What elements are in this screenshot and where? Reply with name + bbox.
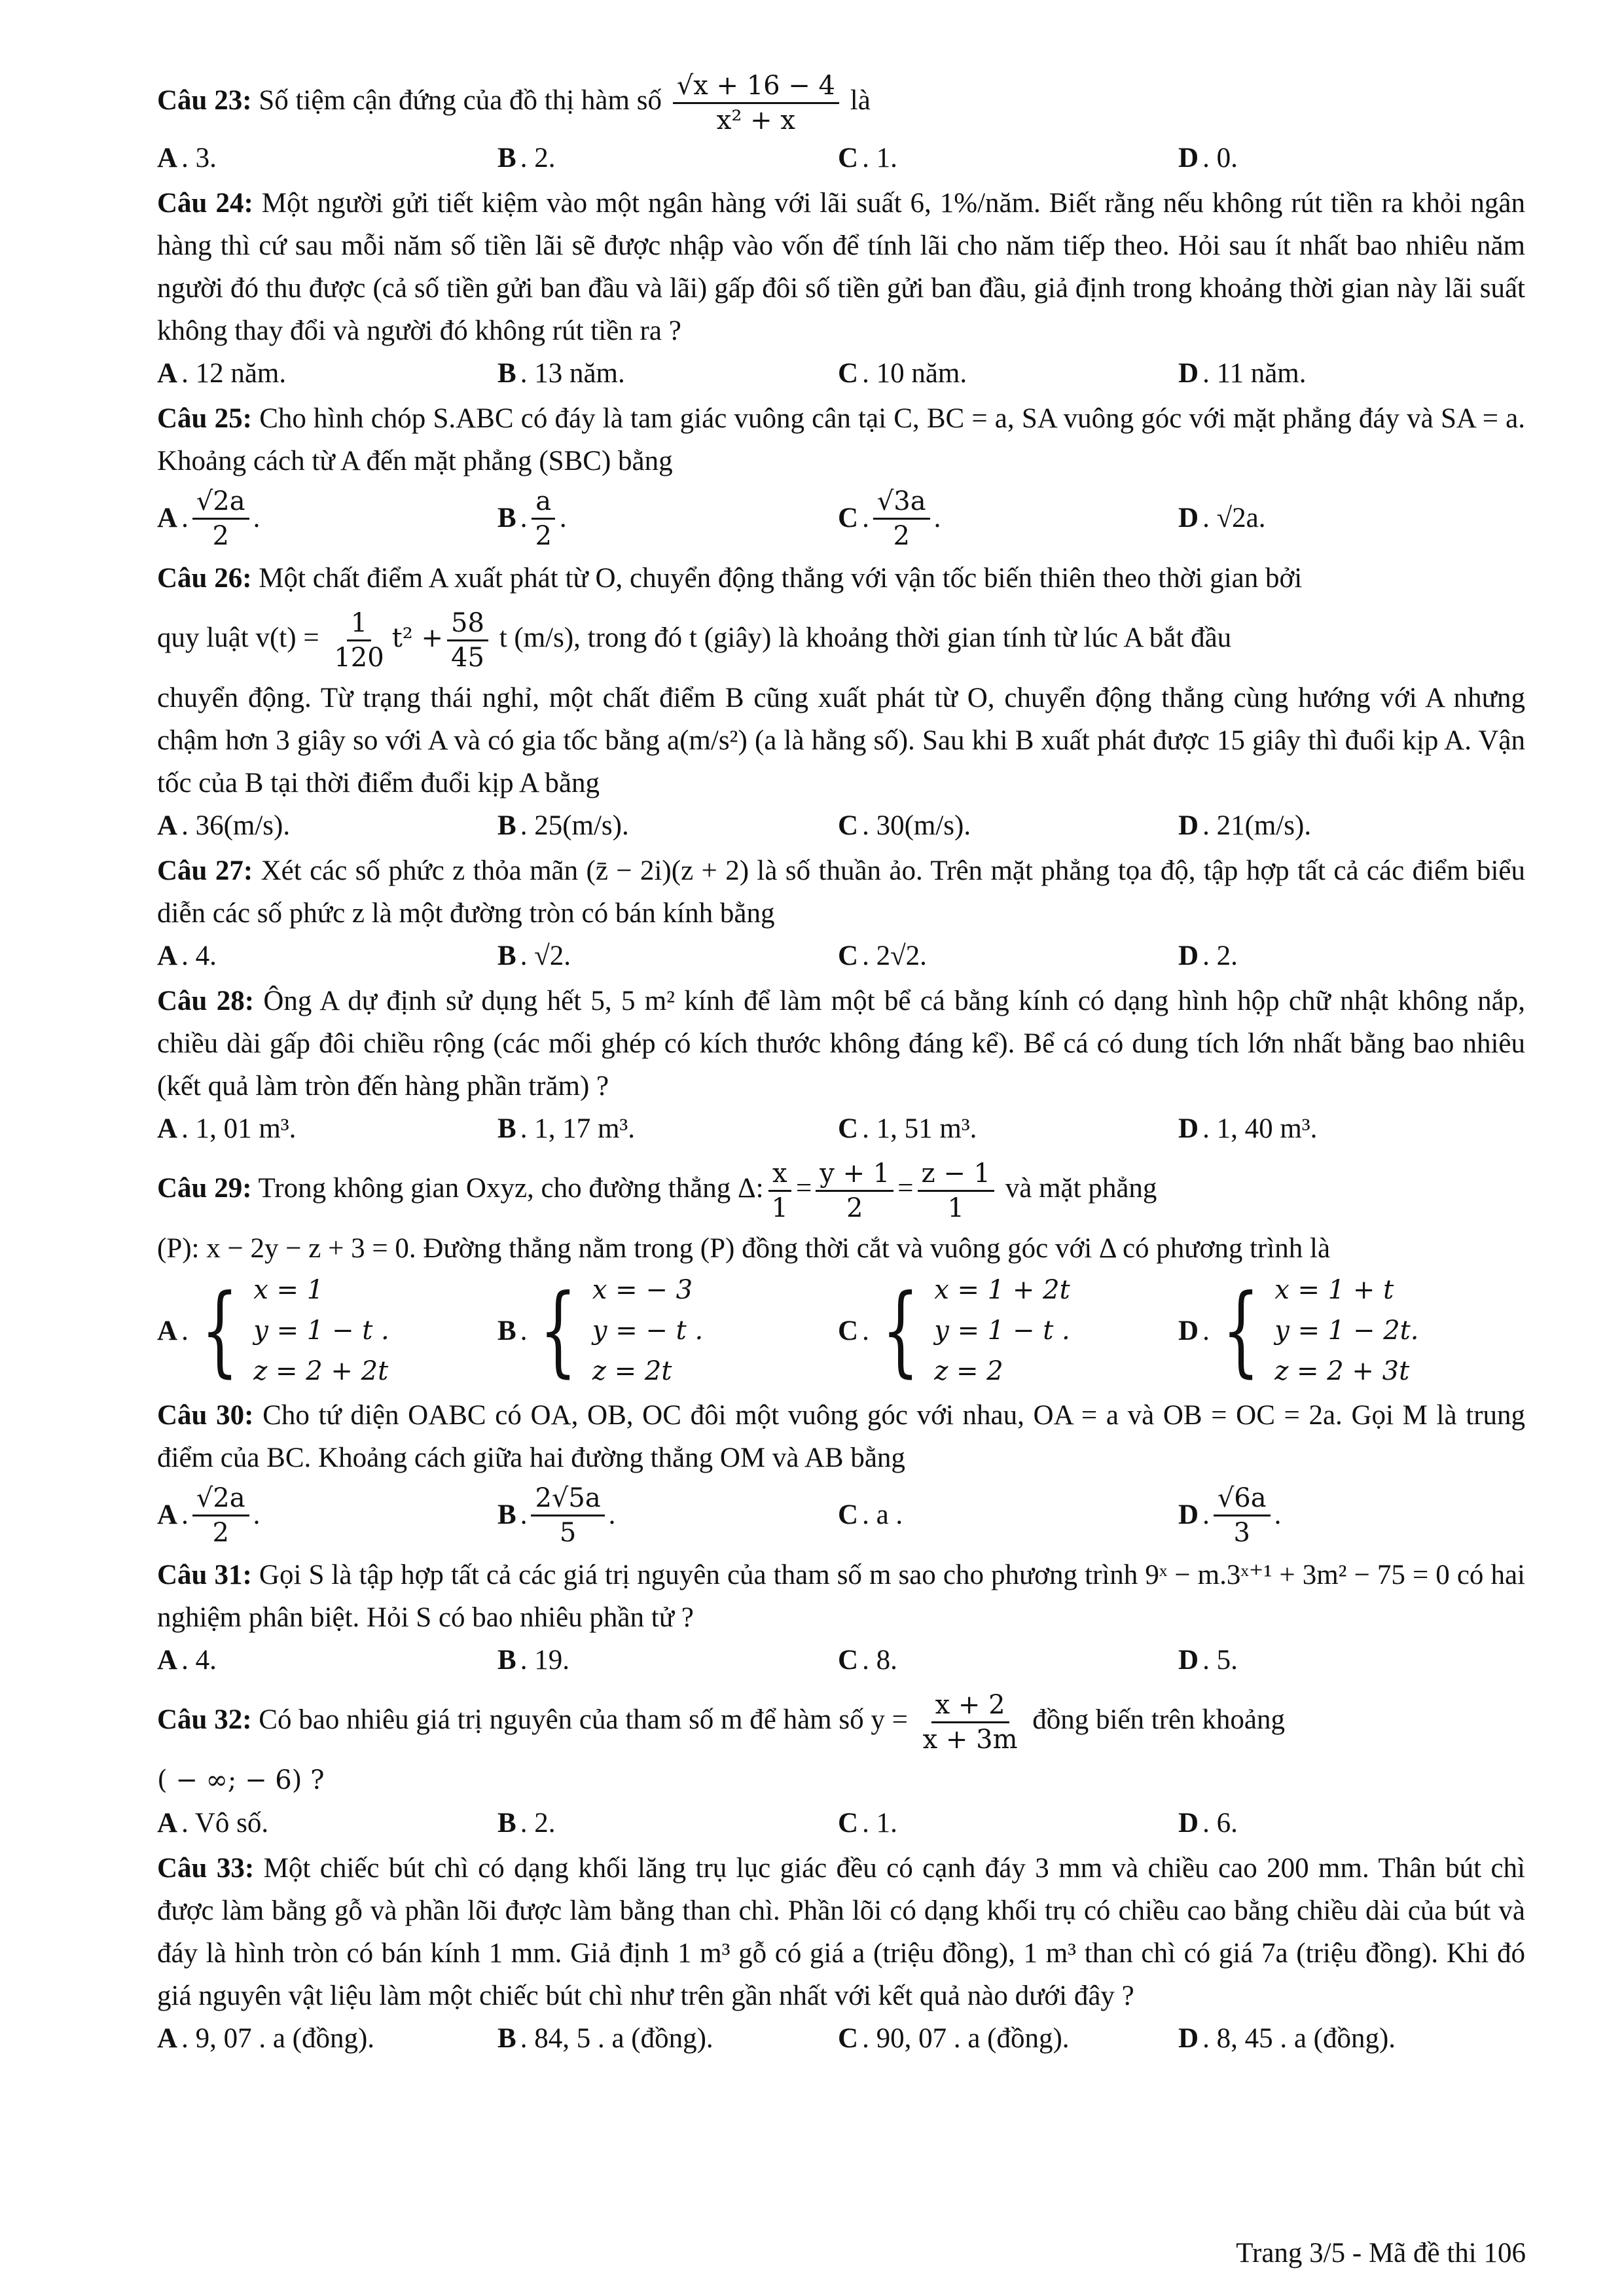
option-b: B . 13 năm. (497, 358, 625, 389)
option-d: D . $\frac{√6a}{3}$ . (1178, 1482, 1282, 1548)
option-b: B . 2. (497, 1808, 556, 1839)
question-text: Ông A dự định sử dụng hết 5, 5 m² kính để làm một bể cá bằng kính có dạng hình hộp chữ nhật không nắp, chiều dài gấp đôi chiều rộng (các mối ghép có kích thước không đáng kể). Bể cá có dung tích lớn nhất bằng bao nhiêu (kết quả làm tròn đến hàng phần trăm) ? (157, 986, 1526, 1102)
option-c: C . 30(m/s). (838, 810, 971, 841)
question-label: Câu 24: (157, 188, 253, 219)
option-a: A . 12 năm. (157, 358, 287, 389)
options (157, 804, 1525, 847)
option-a: A . 3. (157, 143, 217, 173)
option-a: A . 9, 07 . a (đồng). (157, 2023, 375, 2054)
option-c: C . { x = 1 + 2t y = 1 − t . z = 2 (838, 1274, 1070, 1388)
option-d: D . 21(m/s). (1178, 810, 1312, 841)
question-text: Một chiếc bút chì có dạng khối lăng trụ lục giác đều có cạnh đáy 3 mm và chiều cao 200 mm. Thân bút chì được làm bằng gỗ và phần lõi được làm bằng than chì. Phần lõi có dạng khối trụ có chiều cao bằng chiều dài của bút và đáy là hình tròn có bán kính 1 mm. Giả định 1 m³ gỗ có giá a (triệu đồng), 1 m³ than chì có giá 7a (triệu đồng). Khi đó giá nguyên vật liệu làm một chiếc bút chì như trên gần nhất với kết quả nào dưới đây ? (157, 1853, 1525, 2011)
options (157, 935, 1525, 977)
question-33 (157, 1847, 1525, 2017)
question-text: Cho hình chóp S.ABC có đáy là tam giác vuông cân tại C, BC = a, SA vuông góc với mặt phẳng đáy và SA = a. Khoảng cách từ A đến mặt phẳng (SBC) bằng (157, 403, 1526, 476)
question-label: Câu 33: (157, 1853, 255, 1884)
question-text: Một người gửi tiết kiệm vào một ngân hàng với lãi suất 6, 1%/năm. Biết rằng nếu không rút tiền ra khỏi ngân hàng thì cứ sau mỗi năm số tiền lãi sẽ được nhập vào vốn để tính lãi cho năm tiếp theo. Hỏi sau ít nhất bao nhiêu năm người đó thu được (cả số tiền gửi ban đầu và lãi) gấp đôi số tiền gửi ban đầu, giả định trong khoảng thời gian này lãi suất không thay đổi và người đó không rút tiền ra ? (157, 188, 1526, 346)
option-c: C . 1, 51 m³. (838, 1113, 977, 1144)
question-24 (157, 182, 1525, 352)
options (157, 1802, 1525, 1844)
option-a: A . 1, 01 m³. (157, 1113, 297, 1144)
option-c: C . $\frac{√3a}{2}$ . (838, 486, 941, 551)
page-footer: Trang 3/5 - Mã đề thi 106 (1236, 2238, 1526, 2269)
option-d: D . { x = 1 + t y = 1 − 2t. z = 2 + 3t (1178, 1274, 1419, 1388)
question-label: Câu 25: (157, 403, 252, 434)
option-b: B . 25(m/s). (497, 810, 629, 841)
question-label: Câu 30: (157, 1400, 254, 1431)
question-label: Câu 31: (157, 1560, 252, 1590)
question-28 (157, 980, 1525, 1107)
option-d: D . 2. (1178, 941, 1238, 971)
question-23: Câu 23: Số tiệm cận đứng của đồ thị hàm số $\frac{√x + 16 - 4}{\text{x² + x}}$ là (157, 70, 871, 135)
option-b: B . √2. (497, 941, 571, 971)
question-label: Câu 27: (157, 855, 253, 886)
option-a: A . 4. (157, 1645, 217, 1676)
question-label: Câu 26: (157, 563, 252, 594)
option-d: D . 1, 40 m³. (1178, 1113, 1318, 1144)
option-b: B . { x = − 3 y = − t . z = 2t (497, 1274, 704, 1388)
option-b: B . $\frac{a}{2}$ . (497, 486, 567, 551)
option-d: D . 6. (1178, 1808, 1238, 1839)
option-b: B . 19. (497, 1645, 569, 1676)
question-30 (157, 1394, 1525, 1479)
option-d: D . 0. (1178, 143, 1238, 173)
question-26-cont: chuyển động. Từ trạng thái nghỉ, một chất điểm B cũng xuất phát từ O, chuyển động thẳng cùng hướng với A nhưng chậm hơn 3 giây so với A và có gia tốc bằng a(m/s²) (a là hằng số). Sau khi B xuất phát được 15 giây thì đuổi kịp A. Vận tốc của B tại thời điểm đuổi kịp A bằng (157, 683, 1525, 798)
option-c: C . a . (838, 1499, 903, 1530)
option-c: C . 2√2. (838, 941, 927, 971)
question-32: Câu 32: Có bao nhiêu giá trị nguyên của tham số m để hàm số y = $\frac{x + 2}{x + 3m}$ đồng biến trên khoảng (157, 1689, 1285, 1755)
option-b: B . 2. (497, 143, 556, 173)
question-31 (157, 1554, 1525, 1639)
fraction: $\frac{√x + 16 - 4}{\text{x² + x}}$ (673, 69, 839, 137)
question-label: Câu 32: (157, 1704, 252, 1735)
question-label: Câu 28: (157, 986, 255, 1016)
option-d: D . 11 năm. (1178, 358, 1307, 389)
option-a: A . 36(m/s). (157, 810, 291, 841)
option-a: A . 4. (157, 941, 217, 971)
option-d: D . √2a. (1178, 503, 1266, 533)
question-26-formula: quy luật v(t) = $\frac{1}{120}$ t² + $\frac{58}{45}$ t (m/s), trong đó t (giây) là khoảng thời gian tính từ lúc A bắt đầu (157, 607, 1232, 673)
question-label: Câu 23: (157, 85, 252, 116)
option-d: D . 5. (1178, 1645, 1238, 1676)
question-25 (157, 397, 1525, 482)
question-text: Xét các số phức z thỏa mãn (z̄ − 2i)(z + 2) là số thuần ảo. Trên mặt phẳng tọa độ, tập hợp tất cả các điểm biểu diễn các số phức z là một đường tròn có bán kính bằng (157, 855, 1525, 929)
option-c: C . 8. (838, 1645, 897, 1676)
option-b: B . 84, 5 . a (đồng). (497, 2023, 713, 2054)
option-c: C . 90, 07 . a (đồng). (838, 2023, 1070, 2054)
exam-page (157, 62, 1525, 2060)
question-text: Số tiệm cận đứng của đồ thị hàm số (259, 85, 662, 116)
option-b: B . $\frac{2√5a}{5}$ . (497, 1482, 616, 1548)
option-a: A . $\frac{√2a}{2}$ . (157, 486, 261, 551)
option-a: A . $\frac{√2a}{2}$ . (157, 1482, 261, 1548)
question-label: Câu 29: (157, 1173, 252, 1204)
options (157, 1107, 1525, 1150)
option-b: B . 1, 17 m³. (497, 1113, 636, 1144)
question-26: Câu 26: Một chất điểm A xuất phát từ O, chuyển động thẳng với vận tốc biến thiên theo thời gian bởi (157, 563, 1303, 594)
option-a: A . { x = 1 y = 1 − t . z = 2 + 2t (157, 1274, 389, 1388)
question-text: Cho tứ diện OABC có OA, OB, OC đôi một vuông góc với nhau, OA = a và OB = OC = 2a. Gọi M là trung điểm của BC. Khoảng cách giữa hai đường thẳng OM và AB bằng (157, 1400, 1526, 1473)
question-29: Câu 29: Trong không gian Oxyz, cho đường thẳng Δ: $\frac{x}{1}$ = $\frac{y + 1}{2}$ = $\frac{z - 1}{1}$ và mặt phẳng (157, 1158, 1157, 1223)
options (157, 1479, 1525, 1551)
options (157, 352, 1525, 395)
option-c: C . 10 năm. (838, 358, 967, 389)
option-c: C . 1. (838, 143, 897, 173)
option-d: D . 8, 45 . a (đồng). (1178, 2023, 1396, 2054)
options (157, 2017, 1525, 2060)
options (157, 137, 1525, 179)
question-29-cont: (P): x − 2y − z + 3 = 0. Đường thẳng nằm trong (P) đồng thời cắt và vuông góc với Δ có phương trình là (157, 1233, 1331, 1264)
question-text: Gọi S là tập hợp tất cả các giá trị nguyên của tham số m sao cho phương trình 9ˣ − m.3ˣ⁺¹ + 3m² − 75 = 0 có hai nghiệm phân biệt. Hỏi S có bao nhiêu phần tử ? (157, 1560, 1525, 1633)
option-c: C . 1. (838, 1808, 897, 1839)
options (157, 482, 1525, 554)
question-32-cont: ( − ∞; − 6) ? (157, 1765, 325, 1795)
options (157, 1270, 1525, 1391)
options (157, 1639, 1525, 1681)
option-a: A . Vô số. (157, 1808, 269, 1839)
question-27 (157, 850, 1525, 935)
